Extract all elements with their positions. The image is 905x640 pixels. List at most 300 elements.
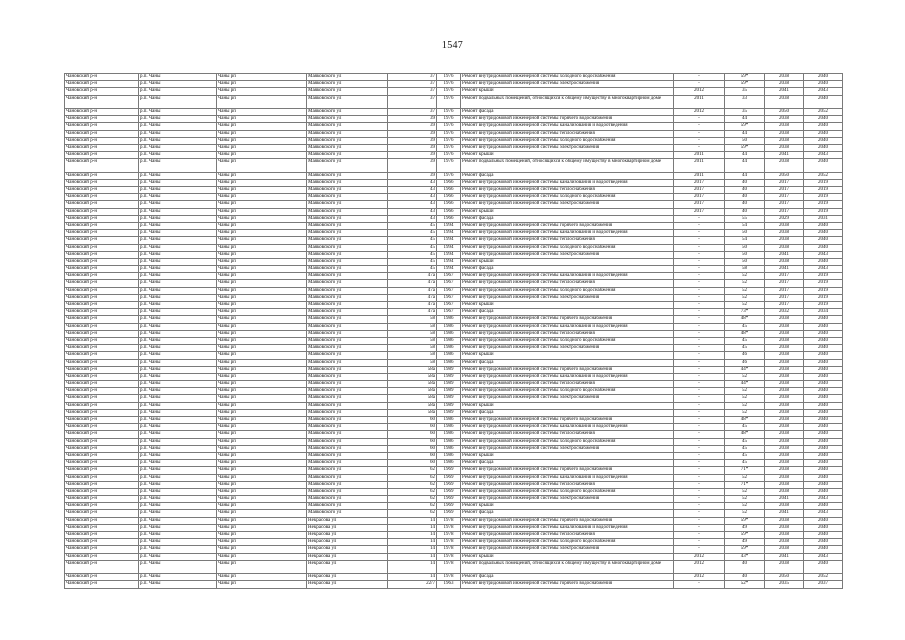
- cell-district: Чановский р-н: [65, 517, 139, 524]
- cell-wear-percent: 49: [725, 539, 765, 546]
- cell-locality: Чаны рп: [217, 108, 307, 115]
- cell-period-end: 2019: [804, 294, 843, 301]
- cell-settlement: р.п. Чаны: [139, 452, 217, 459]
- cell-district: Чановский р-н: [65, 503, 139, 510]
- cell-locality: Чаны рп: [217, 560, 307, 573]
- cell-locality: Чаны рп: [217, 258, 307, 265]
- cell-period-end: 2040: [804, 424, 843, 431]
- cell-locality: Чаны рп: [217, 474, 307, 481]
- cell-street: Маяковского ул: [307, 88, 388, 95]
- cell-build-year: 1976: [437, 172, 461, 179]
- cell-period-start: 2038: [765, 237, 804, 244]
- cell-build-year: 1969: [437, 467, 461, 474]
- cell-street: Маяковского ул: [307, 460, 388, 467]
- table-row: [65, 237, 843, 244]
- cell-period-start: 2038: [765, 95, 804, 108]
- cell-period-end: 2040: [804, 402, 843, 409]
- cell-last-repair-year: -: [674, 222, 725, 229]
- cell-work-type: Ремонт внутридомовой инженерной системы электроснабжения: [461, 81, 674, 88]
- cell-last-repair-year: 2017: [674, 201, 725, 208]
- cell-period-start: 2029: [765, 215, 804, 222]
- cell-period-end: 2019: [804, 208, 843, 215]
- cell-house-number: 60: [388, 424, 437, 431]
- cell-work-type: Ремонт фасада: [461, 266, 674, 273]
- cell-district: Чановский р-н: [65, 445, 139, 452]
- cell-period-start: 2017: [765, 201, 804, 208]
- cell-work-type: Ремонт фасада: [461, 108, 674, 115]
- cell-last-repair-year: 2011: [674, 159, 725, 172]
- cell-locality: Чаны рп: [217, 309, 307, 316]
- cell-period-end: 2040: [804, 345, 843, 352]
- cell-locality: Чаны рп: [217, 460, 307, 467]
- cell-period-start: 2050: [765, 108, 804, 115]
- cell-house-number: 47а: [388, 294, 437, 301]
- cell-work-type: Ремонт фасада: [461, 574, 674, 581]
- cell-build-year: 1994: [437, 266, 461, 273]
- cell-period-start: 2038: [765, 424, 804, 431]
- cell-work-type: Ремонт внутридомовой инженерной системы электроснабжения: [461, 251, 674, 258]
- cell-period-end: 2040: [804, 330, 843, 337]
- cell-last-repair-year: -: [674, 503, 725, 510]
- cell-last-repair-year: -: [674, 230, 725, 237]
- cell-district: Чановский р-н: [65, 402, 139, 409]
- cell-wear-percent: 46: [725, 359, 765, 366]
- cell-work-type: Ремонт крыши: [461, 352, 674, 359]
- cell-wear-percent: 52: [725, 409, 765, 416]
- cell-district: Чановский р-н: [65, 553, 139, 560]
- cell-period-start: 2017: [765, 287, 804, 294]
- cell-street: Маяковского ул: [307, 130, 388, 137]
- cell-district: Чановский р-н: [65, 130, 139, 137]
- cell-settlement: р.п. Чаны: [139, 424, 217, 431]
- cell-work-type: Ремонт крыши: [461, 88, 674, 95]
- cell-district: Чановский р-н: [65, 373, 139, 380]
- cell-settlement: р.п. Чаны: [139, 438, 217, 445]
- cell-settlement: р.п. Чаны: [139, 81, 217, 88]
- cell-district: Чановский р-н: [65, 144, 139, 151]
- table-row: [65, 95, 843, 108]
- cell-settlement: р.п. Чаны: [139, 266, 217, 273]
- cell-period-end: 2043: [804, 251, 843, 258]
- cell-street: Некрасова ул: [307, 581, 388, 588]
- cell-settlement: р.п. Чаны: [139, 187, 217, 194]
- cell-house-number: 39: [388, 144, 437, 151]
- cell-work-type: Ремонт внутридомовой инженерной системы горячего водоснабжения: [461, 467, 674, 474]
- cell-street: Маяковского ул: [307, 266, 388, 273]
- cell-period-end: 2040: [804, 431, 843, 438]
- table-row: [65, 373, 843, 380]
- cell-last-repair-year: -: [674, 474, 725, 481]
- cell-build-year: 1969: [437, 496, 461, 503]
- cell-district: Чановский р-н: [65, 409, 139, 416]
- cell-wear-percent: 52: [725, 280, 765, 287]
- cell-work-type: Ремонт внутридомовой инженерной системы электроснабжения: [461, 345, 674, 352]
- cell-last-repair-year: -: [674, 123, 725, 130]
- cell-last-repair-year: -: [674, 581, 725, 588]
- cell-last-repair-year: -: [674, 237, 725, 244]
- cell-period-end: 2040: [804, 452, 843, 459]
- table-row: [65, 194, 843, 201]
- cell-build-year: 1994: [437, 244, 461, 251]
- cell-locality: Чаны рп: [217, 517, 307, 524]
- cell-period-end: 2043: [804, 266, 843, 273]
- cell-period-start: 2038: [765, 323, 804, 330]
- table-row: [65, 532, 843, 539]
- cell-work-type: Ремонт фасада: [461, 409, 674, 416]
- cell-locality: Чаны рп: [217, 179, 307, 186]
- cell-period-start: 2038: [765, 460, 804, 467]
- cell-district: Чановский р-н: [65, 345, 139, 352]
- cell-district: Чановский р-н: [65, 251, 139, 258]
- cell-wear-percent: 52: [725, 294, 765, 301]
- cell-street: Маяковского ул: [307, 452, 388, 459]
- table-row: [65, 481, 843, 488]
- cell-period-start: 2038: [765, 503, 804, 510]
- cell-period-start: 2038: [765, 130, 804, 137]
- cell-period-end: 2052: [804, 108, 843, 115]
- cell-street: Некрасова ул: [307, 524, 388, 531]
- cell-house-number: 60: [388, 452, 437, 459]
- cell-locality: Чаны рп: [217, 280, 307, 287]
- cell-period-start: 2017: [765, 273, 804, 280]
- cell-wear-percent: 48*: [725, 316, 765, 323]
- cell-wear-percent: 48*: [725, 431, 765, 438]
- cell-locality: Чаны рп: [217, 130, 307, 137]
- cell-settlement: р.п. Чаны: [139, 517, 217, 524]
- cell-last-repair-year: -: [674, 510, 725, 517]
- cell-settlement: р.п. Чаны: [139, 302, 217, 309]
- cell-wear-percent: 52: [725, 287, 765, 294]
- table-row: [65, 294, 843, 301]
- cell-wear-percent: 55: [725, 215, 765, 222]
- cell-period-start: 2032: [765, 309, 804, 316]
- cell-settlement: р.п. Чаны: [139, 323, 217, 330]
- cell-build-year: 1967: [437, 309, 461, 316]
- table-row: [65, 438, 843, 445]
- cell-build-year: 1978: [437, 560, 461, 573]
- cell-last-repair-year: -: [674, 280, 725, 287]
- cell-house-number: 45: [388, 237, 437, 244]
- cell-period-start: 2038: [765, 123, 804, 130]
- cell-period-start: 2038: [765, 532, 804, 539]
- cell-wear-percent: 40: [725, 187, 765, 194]
- table-row: [65, 273, 843, 280]
- cell-settlement: р.п. Чаны: [139, 467, 217, 474]
- cell-settlement: р.п. Чаны: [139, 74, 217, 81]
- cell-locality: Чаны рп: [217, 467, 307, 474]
- cell-last-repair-year: -: [674, 381, 725, 388]
- cell-street: Маяковского ул: [307, 137, 388, 144]
- cell-house-number: 47а: [388, 280, 437, 287]
- cell-build-year: 1986: [437, 431, 461, 438]
- cell-district: Чановский р-н: [65, 574, 139, 581]
- cell-house-number: 14: [388, 560, 437, 573]
- cell-build-year: 1966: [437, 201, 461, 208]
- cell-house-number: 43: [388, 208, 437, 215]
- cell-work-type: Ремонт внутридомовой инженерной системы холодного водоснабжения: [461, 244, 674, 251]
- cell-period-end: 2043: [804, 152, 843, 159]
- cell-period-end: 2040: [804, 74, 843, 81]
- cell-district: Чановский р-н: [65, 337, 139, 344]
- cell-wear-percent: 52: [725, 395, 765, 402]
- cell-work-type: Ремонт крыши: [461, 152, 674, 159]
- cell-street: Некрасова ул: [307, 560, 388, 573]
- cell-period-end: 2043: [804, 553, 843, 560]
- cell-locality: Чаны рп: [217, 532, 307, 539]
- cell-period-end: 2040: [804, 467, 843, 474]
- cell-work-type: Ремонт внутридомовой инженерной системы горячего водоснабжения: [461, 316, 674, 323]
- cell-wear-percent: 45: [725, 452, 765, 459]
- cell-district: Чановский р-н: [65, 438, 139, 445]
- cell-build-year: 1976: [437, 81, 461, 88]
- cell-build-year: 1989: [437, 373, 461, 380]
- cell-locality: Чаны рп: [217, 503, 307, 510]
- cell-settlement: р.п. Чаны: [139, 88, 217, 95]
- cell-street: Маяковского ул: [307, 230, 388, 237]
- cell-district: Чановский р-н: [65, 172, 139, 179]
- cell-house-number: 37: [388, 88, 437, 95]
- cell-period-start: 2038: [765, 366, 804, 373]
- table-row: [65, 130, 843, 137]
- cell-settlement: р.п. Чаны: [139, 194, 217, 201]
- cell-district: Чановский р-н: [65, 244, 139, 251]
- cell-period-end: 2040: [804, 359, 843, 366]
- cell-locality: Чаны рп: [217, 546, 307, 553]
- cell-work-type: Ремонт фасада: [461, 460, 674, 467]
- cell-street: Некрасова ул: [307, 574, 388, 581]
- cell-house-number: 45: [388, 258, 437, 265]
- cell-last-repair-year: -: [674, 438, 725, 445]
- cell-work-type: Ремонт фасада: [461, 510, 674, 517]
- cell-district: Чановский р-н: [65, 467, 139, 474]
- cell-last-repair-year: 2012: [674, 553, 725, 560]
- cell-district: Чановский р-н: [65, 316, 139, 323]
- cell-district: Чановский р-н: [65, 179, 139, 186]
- cell-period-start: 2041: [765, 496, 804, 503]
- cell-period-end: 2040: [804, 395, 843, 402]
- cell-street: Маяковского ул: [307, 179, 388, 186]
- cell-street: Маяковского ул: [307, 237, 388, 244]
- cell-period-start: 2050: [765, 574, 804, 581]
- cell-build-year: 1989: [437, 366, 461, 373]
- cell-house-number: 22/7: [388, 581, 437, 588]
- cell-build-year: 1986: [437, 352, 461, 359]
- cell-wear-percent: 35: [725, 88, 765, 95]
- cell-settlement: р.п. Чаны: [139, 474, 217, 481]
- cell-locality: Чаны рп: [217, 345, 307, 352]
- cell-work-type: Ремонт фасада: [461, 309, 674, 316]
- cell-wear-percent: 40: [725, 208, 765, 215]
- cell-work-type: Ремонт внутридомовой инженерной системы холодного водоснабжения: [461, 137, 674, 144]
- cell-period-start: 2038: [765, 258, 804, 265]
- cell-district: Чановский р-н: [65, 215, 139, 222]
- cell-house-number: 62: [388, 503, 437, 510]
- cell-district: Чановский р-н: [65, 388, 139, 395]
- cell-house-number: 14: [388, 546, 437, 553]
- cell-work-type: Ремонт подвальных помещений, относящихся к общему имуществу в многоквартирном доме: [461, 159, 674, 172]
- cell-house-number: 45: [388, 251, 437, 258]
- cell-period-start: 2038: [765, 230, 804, 237]
- cell-wear-percent: 71*: [725, 481, 765, 488]
- cell-district: Чановский р-н: [65, 524, 139, 531]
- cell-district: Чановский р-н: [65, 266, 139, 273]
- cell-wear-percent: 45: [725, 460, 765, 467]
- cell-district: Чановский р-н: [65, 452, 139, 459]
- cell-last-repair-year: -: [674, 445, 725, 452]
- cell-locality: Чаны рп: [217, 438, 307, 445]
- cell-work-type: Ремонт внутридомовой инженерной системы электроснабжения: [461, 395, 674, 402]
- cell-wear-percent: 44: [725, 152, 765, 159]
- cell-period-end: 2040: [804, 409, 843, 416]
- cell-wear-percent: 45: [725, 445, 765, 452]
- cell-period-start: 2038: [765, 316, 804, 323]
- cell-period-end: 2043: [804, 88, 843, 95]
- cell-wear-percent: 40: [725, 574, 765, 581]
- cell-house-number: 60: [388, 460, 437, 467]
- table-row: [65, 574, 843, 581]
- cell-wear-percent: 35: [725, 108, 765, 115]
- cell-house-number: 58а: [388, 409, 437, 416]
- cell-work-type: Ремонт внутридомовой инженерной системы канализования и водоотведения: [461, 273, 674, 280]
- cell-period-start: 2038: [765, 445, 804, 452]
- cell-last-repair-year: -: [674, 287, 725, 294]
- cell-settlement: р.п. Чаны: [139, 460, 217, 467]
- cell-last-repair-year: -: [674, 258, 725, 265]
- cell-period-end: 2040: [804, 352, 843, 359]
- cell-work-type: Ремонт крыши: [461, 302, 674, 309]
- cell-build-year: 1978: [437, 546, 461, 553]
- cell-wear-percent: 71*: [725, 467, 765, 474]
- cell-wear-percent: 44: [725, 116, 765, 123]
- cell-district: Чановский р-н: [65, 74, 139, 81]
- cell-work-type: Ремонт внутридомовой инженерной системы теплоснабжения: [461, 431, 674, 438]
- cell-street: Маяковского ул: [307, 488, 388, 495]
- cell-house-number: 14: [388, 524, 437, 531]
- cell-last-repair-year: -: [674, 488, 725, 495]
- cell-street: Маяковского ул: [307, 152, 388, 159]
- table-row: [65, 424, 843, 431]
- cell-street: Маяковского ул: [307, 510, 388, 517]
- cell-period-end: 2040: [804, 438, 843, 445]
- cell-district: Чановский р-н: [65, 230, 139, 237]
- cell-street: Маяковского ул: [307, 215, 388, 222]
- cell-period-end: 2040: [804, 366, 843, 373]
- cell-build-year: 1976: [437, 144, 461, 151]
- table-row: [65, 366, 843, 373]
- cell-wear-percent: 52: [725, 474, 765, 481]
- cell-last-repair-year: -: [674, 452, 725, 459]
- cell-house-number: 58а: [388, 388, 437, 395]
- cell-house-number: 45: [388, 244, 437, 251]
- cell-street: Маяковского ул: [307, 381, 388, 388]
- cell-house-number: 45: [388, 222, 437, 229]
- cell-wear-percent: 44: [725, 159, 765, 172]
- cell-settlement: р.п. Чаны: [139, 524, 217, 531]
- cell-settlement: р.п. Чаны: [139, 381, 217, 388]
- cell-period-start: 2038: [765, 373, 804, 380]
- cell-street: Маяковского ул: [307, 194, 388, 201]
- cell-settlement: р.п. Чаны: [139, 359, 217, 366]
- cell-locality: Чаны рп: [217, 553, 307, 560]
- cell-settlement: р.п. Чаны: [139, 144, 217, 151]
- cell-locality: Чаны рп: [217, 539, 307, 546]
- cell-work-type: Ремонт внутридомовой инженерной системы теплоснабжения: [461, 381, 674, 388]
- table-row: [65, 330, 843, 337]
- cell-district: Чановский р-н: [65, 395, 139, 402]
- table-row: [65, 539, 843, 546]
- cell-build-year: 1994: [437, 258, 461, 265]
- cell-period-end: 2040: [804, 517, 843, 524]
- cell-work-type: Ремонт внутридомовой инженерной системы канализования и водоотведения: [461, 323, 674, 330]
- cell-period-end: 2040: [804, 524, 843, 531]
- cell-wear-percent: 52: [725, 496, 765, 503]
- cell-district: Чановский р-н: [65, 532, 139, 539]
- cell-last-repair-year: -: [674, 137, 725, 144]
- cell-locality: Чаны рп: [217, 287, 307, 294]
- cell-house-number: 47а: [388, 287, 437, 294]
- cell-district: Чановский р-н: [65, 417, 139, 424]
- cell-last-repair-year: -: [674, 481, 725, 488]
- cell-build-year: 1986: [437, 359, 461, 366]
- cell-period-end: 2040: [804, 560, 843, 573]
- cell-work-type: Ремонт внутридомовой инженерной системы электроснабжения: [461, 445, 674, 452]
- cell-last-repair-year: -: [674, 467, 725, 474]
- cell-build-year: 1969: [437, 488, 461, 495]
- cell-wear-percent: 49: [725, 524, 765, 531]
- cell-house-number: 58а: [388, 373, 437, 380]
- cell-district: Чановский р-н: [65, 88, 139, 95]
- cell-street: Маяковского ул: [307, 258, 388, 265]
- cell-locality: Чаны рп: [217, 81, 307, 88]
- table-row: [65, 337, 843, 344]
- cell-build-year: 1967: [437, 280, 461, 287]
- cell-district: Чановский р-н: [65, 294, 139, 301]
- cell-settlement: р.п. Чаны: [139, 316, 217, 323]
- cell-work-type: Ремонт подвальных помещений, относящихся к общему имуществу в многоквартирном доме: [461, 560, 674, 573]
- cell-street: Маяковского ул: [307, 74, 388, 81]
- cell-period-end: 2040: [804, 337, 843, 344]
- cell-house-number: 58: [388, 345, 437, 352]
- cell-district: Чановский р-н: [65, 474, 139, 481]
- cell-house-number: 62: [388, 467, 437, 474]
- cell-last-repair-year: 2011: [674, 172, 725, 179]
- cell-street: Маяковского ул: [307, 323, 388, 330]
- cell-street: Маяковского ул: [307, 172, 388, 179]
- cell-period-start: 2041: [765, 152, 804, 159]
- cell-last-repair-year: -: [674, 546, 725, 553]
- cell-house-number: 58а: [388, 381, 437, 388]
- cell-wear-percent: 44*: [725, 381, 765, 388]
- cell-last-repair-year: -: [674, 81, 725, 88]
- cell-build-year: 1986: [437, 345, 461, 352]
- table-body: [65, 74, 843, 589]
- cell-build-year: 1976: [437, 108, 461, 115]
- cell-period-end: 2040: [804, 323, 843, 330]
- cell-house-number: 58: [388, 316, 437, 323]
- cell-wear-percent: 52: [725, 388, 765, 395]
- cell-work-type: Ремонт внутридомовой инженерной системы холодного водоснабжения: [461, 539, 674, 546]
- table-row: [65, 553, 843, 560]
- cell-period-start: 2017: [765, 187, 804, 194]
- cell-house-number: 37: [388, 81, 437, 88]
- cell-street: Маяковского ул: [307, 123, 388, 130]
- cell-district: Чановский р-н: [65, 488, 139, 495]
- cell-last-repair-year: -: [674, 424, 725, 431]
- cell-period-end: 2040: [804, 417, 843, 424]
- cell-work-type: Ремонт внутридомовой инженерной системы канализования и водоотведения: [461, 474, 674, 481]
- cell-locality: Чаны рп: [217, 373, 307, 380]
- cell-wear-percent: 45: [725, 323, 765, 330]
